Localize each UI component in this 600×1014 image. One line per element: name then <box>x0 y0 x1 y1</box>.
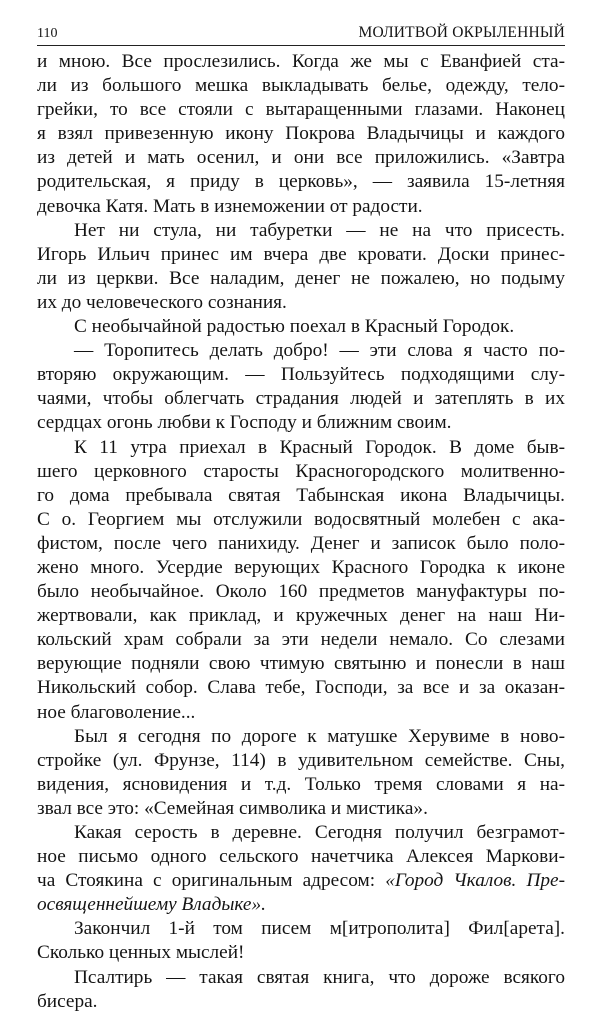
running-head <box>37 22 565 46</box>
line-text: родительская, я приду в церковь», — заявила 15-летняя <box>37 171 565 193</box>
text-line <box>37 990 565 1014</box>
line-text: К 11 утра приехал в Красный Городок. В доме быв- <box>74 436 565 458</box>
running-title: МОЛИТВОЙ ОКРЫЛЕННЫЙ <box>358 24 565 41</box>
text-line <box>37 267 565 291</box>
line-text: и мною. Все прослезились. Когда же мы с Еванфией ста- <box>37 51 565 72</box>
line-text: ное благоволение... <box>37 701 196 723</box>
text-line <box>37 773 565 797</box>
text-line <box>37 411 565 435</box>
line-text: из детей и мать осенил, и они все приложились. «Завтра <box>37 147 565 169</box>
line-text: грейки, то все стояли с вытаращенными глазами. Наконец <box>37 99 565 121</box>
text-line <box>37 122 565 146</box>
text-line <box>37 701 565 725</box>
page-number: 110 <box>37 26 58 41</box>
line-text: ли из большого мешка выкладывать белье, одежду, тело- <box>37 75 565 97</box>
text-line <box>37 98 565 122</box>
line-text: звал все это: «Семейная символика и мистика». <box>37 797 428 819</box>
line-text: го дома пребывала святая Табынская икона Владычицы. <box>37 484 565 506</box>
text-line <box>37 725 565 749</box>
text-line <box>37 966 565 990</box>
line-text: ли из церкви. Все наладим, денег не пожалею, но подыму <box>37 267 565 289</box>
text-line <box>37 219 565 243</box>
text-line <box>37 941 565 965</box>
text-line <box>37 291 565 315</box>
text-line <box>37 652 565 676</box>
text-line <box>37 893 565 917</box>
line-text: их до человеческого сознания. <box>37 291 287 313</box>
line-text: Сколько ценных мыслей! <box>37 942 245 964</box>
line-text: ное письмо одного сельского начетчика Алексея Маркови- <box>37 846 565 868</box>
line-text: жено много. Усердие верующих Красного Городка к иконе <box>37 556 565 578</box>
line-text: жертвовали, как приклад, и кружечных денег на наш Ни- <box>37 605 565 627</box>
line-text: Никольский собор. Слава тебе, Господи, за все и за оказан- <box>37 677 565 699</box>
line-text: кольский храм собрали за эти недели немало. Со слезами <box>37 629 565 651</box>
line-text: Псалтирь — такая святая книга, что дороже всякого <box>74 966 565 988</box>
line-text: фистом, после чего панихиду. Денег и записок было поло- <box>37 532 565 554</box>
text-line <box>37 460 565 484</box>
line-text: С необычайной радостью поехал в Красный Городок. <box>74 316 515 338</box>
line-text: Игорь Ильич принес им вчера две кровати. Доски принес- <box>37 243 565 265</box>
line-text: я взял привезенную икону Покрова Владычицы и каждого <box>37 123 565 145</box>
text-line <box>37 845 565 869</box>
line-text: девочка Катя. Мать в изнеможении от радости. <box>37 195 423 217</box>
text-line <box>37 315 565 339</box>
text-line <box>37 146 565 170</box>
text-line <box>37 170 565 194</box>
body-text <box>37 50 565 1014</box>
text-line <box>37 917 565 941</box>
text-line <box>37 363 565 387</box>
italic-address: «Город Чкалов. Пре- <box>385 870 565 892</box>
text-line <box>37 243 565 267</box>
text-line <box>37 628 565 652</box>
line-text: бисера. <box>37 990 98 1012</box>
text-line <box>37 869 565 893</box>
line-text: — Торопитесь делать добро! — эти слова я часто по- <box>74 340 565 362</box>
text-line <box>37 436 565 460</box>
line-text: Нет ни стула, ни табуретки — не на что присесть. <box>74 219 565 241</box>
line-text: верующие подняли свою чтимую святыню и понесли в наш <box>37 653 565 675</box>
line-text: стройке (ул. Фрунзе, 114) в удивительном семействе. Сны, <box>37 749 565 771</box>
book-page <box>37 22 565 1014</box>
text-line <box>37 532 565 556</box>
italic-address: освященнейшему Владыке». <box>37 894 266 916</box>
line-text: ча Стоякина с оригинальным адресом: <box>37 870 386 892</box>
text-line <box>37 749 565 773</box>
text-line <box>37 508 565 532</box>
text-line <box>37 580 565 604</box>
line-text: чаями, чтобы облегчать страдания людей и затеплять в их <box>37 388 565 410</box>
text-line <box>37 74 565 98</box>
text-line <box>37 604 565 628</box>
line-text: Какая серость в деревне. Сегодня получил безграмот- <box>74 822 565 843</box>
line-text: Был я сегодня по дороге к матушке Херувиме в ново- <box>74 725 565 747</box>
text-line <box>37 339 565 363</box>
line-text: Закончил 1-й том писем м[итрополита] Фил[арета]. <box>74 918 565 940</box>
line-text: вторяю окружающим. — Пользуйтесь подходящими слу- <box>37 364 565 386</box>
text-line <box>37 484 565 508</box>
line-text: сердцах огонь любви к Господу и ближним своим. <box>37 412 452 434</box>
line-text: видения, ясновидения и т.д. Только тремя словами я на- <box>37 773 565 795</box>
text-line <box>37 387 565 411</box>
line-text: С о. Георгием мы отслужили водосвятный молебен с ака- <box>37 508 565 530</box>
text-line <box>37 676 565 700</box>
text-line <box>37 797 565 821</box>
text-line <box>37 821 565 845</box>
text-line <box>37 556 565 580</box>
text-line <box>37 195 565 219</box>
line-text: было необычайное. Около 160 предметов мануфактуры по- <box>37 581 565 603</box>
text-line <box>37 50 565 74</box>
line-text: шего церковного старосты Красногородского молитвенно- <box>37 460 565 482</box>
